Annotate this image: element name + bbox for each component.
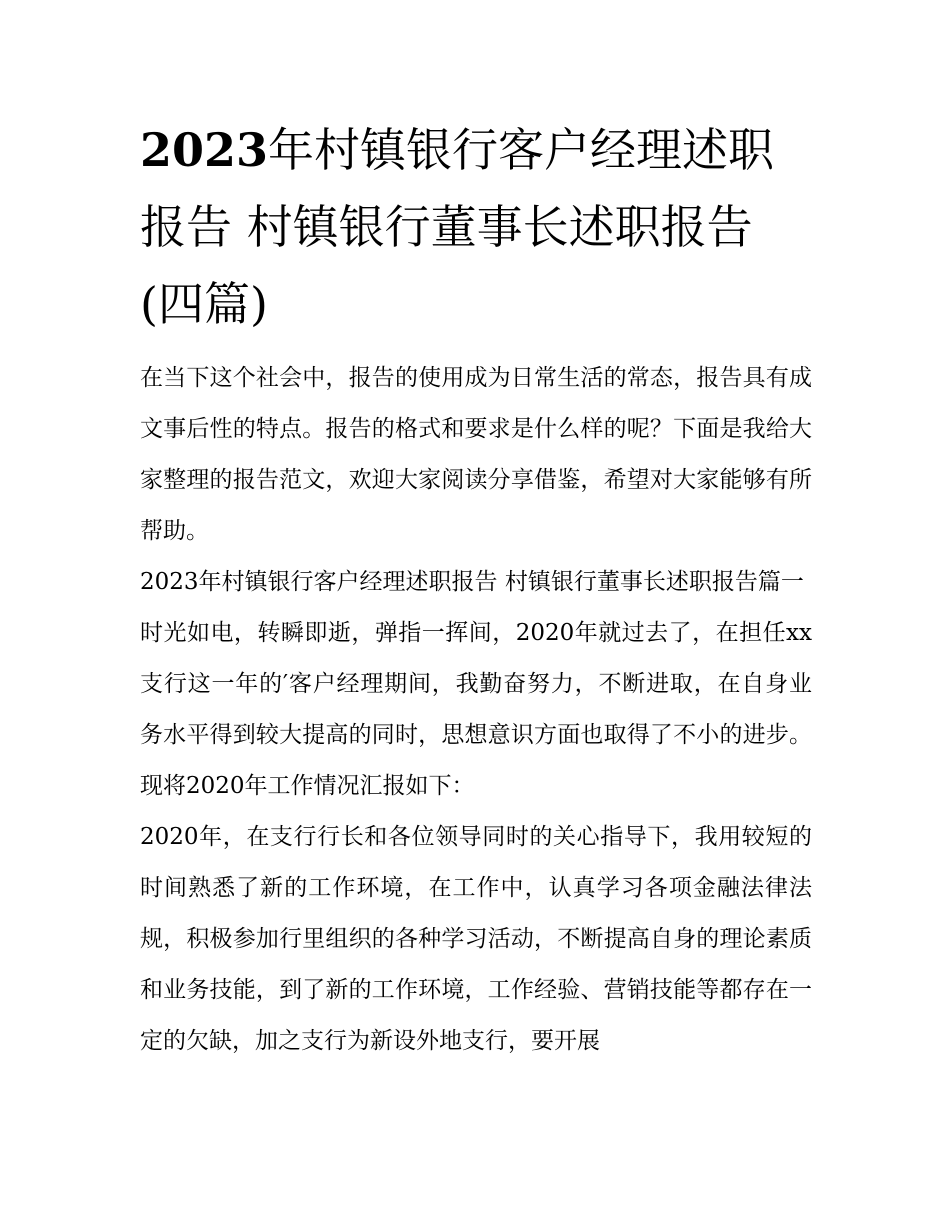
title-year: 2023 — [140, 123, 269, 177]
body-paragraph-2: 2020年，在支行行长和各位领导同时的关心指导下，我用较短的时间熟悉了新的工作环境，在工作中，认真学习各项金融法律法规，积极参加行里组织的各种学习活动，不断提高自身的理论素质和业务技能，到了新的工作环境，工作经验、营销技能等都存在一定的欠缺，加之支行为新设外地支行，要开展 — [140, 824, 812, 1054]
document-page — [140, 112, 812, 1067]
document-title — [140, 112, 812, 343]
title-text: 年村镇银行客户经理述职报告 村镇银行董事长述职报告(四篇) — [140, 123, 775, 331]
body-paragraph-1: 时光如电，转瞬即逝，弹指一挥间，2020年就过去了，在担任xx支行这一年的′客户经理期间，我勤奋努力，不断进取，在自身业务水平得到较大提高的同时，思想意识方面也取得了不小的进步。现将2020年工作情况汇报如下： — [140, 620, 812, 799]
intro-paragraph: 在当下这个社会中，报告的使用成为日常生活的常态，报告具有成文事后性的特点。报告的格式和要求是什么样的呢？下面是我给大家整理的报告范文，欢迎大家阅读分享借鉴，希望对大家能够有所帮助。 — [140, 365, 812, 544]
section-heading: 2023年村镇银行客户经理述职报告 村镇银行董事长述职报告篇一 — [140, 569, 804, 595]
